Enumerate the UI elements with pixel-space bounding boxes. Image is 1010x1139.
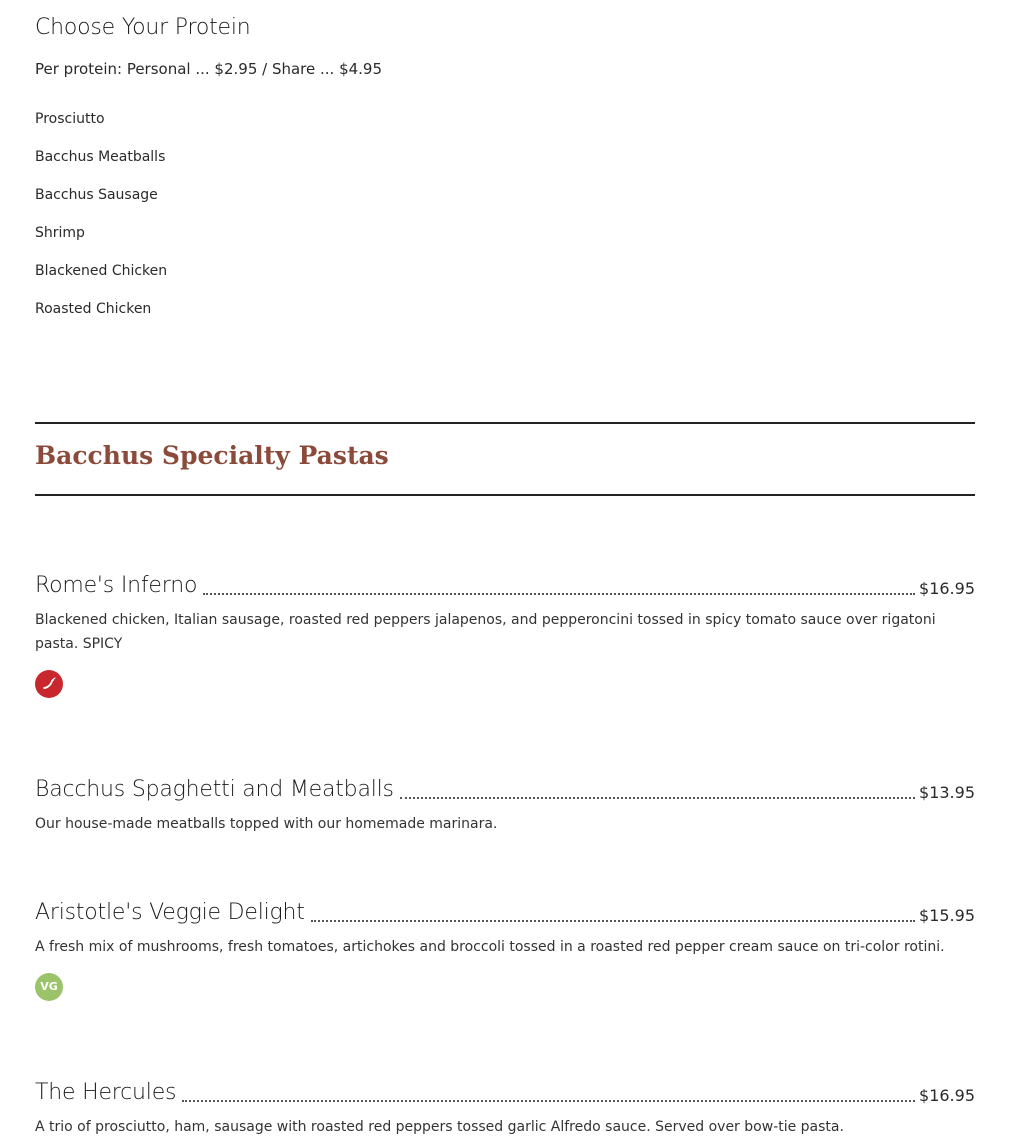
dish-description: Blackened chicken, Italian sausage, roasted red peppers jalapenos, and pepperoncini tossed in spicy tomato sauce over rigatoni pasta. SPICY: [35, 612, 936, 652]
protein-item: Shrimp: [35, 225, 85, 241]
protein-item: Bacchus Meatballs: [35, 149, 166, 165]
dish-price: $16.95: [919, 1086, 975, 1105]
dotted-leader: [400, 796, 915, 799]
dish-price: $13.95: [919, 783, 975, 802]
protein-item: Blackened Chicken: [35, 263, 168, 279]
protein-list: [35, 110, 167, 338]
protein-section-title: Choose Your Protein: [35, 15, 251, 40]
dish-name: Rome's Inferno: [35, 573, 198, 598]
dish-description: A trio of prosciutto, ham, sausage with roasted red peppers tossed garlic Alfredo sauce. Served over bow-tie pasta.: [35, 1119, 844, 1135]
protein-item: Prosciutto: [35, 111, 105, 127]
dish-title-row: [35, 772, 975, 804]
protein-pricing: Per protein: Personal ... $2.95 / Share ... $4.95: [35, 60, 383, 78]
dish-description: Our house-made meatballs topped with our homemade marinara.: [35, 816, 498, 832]
dish-name: Bacchus Spaghetti and Meatballs: [35, 777, 394, 802]
dish-name: The Hercules: [35, 1080, 177, 1105]
dish-name: Aristotle's Veggie Delight: [35, 900, 305, 925]
section-title: Bacchus Specialty Pastas: [35, 441, 389, 470]
dish-title-row: [35, 1075, 975, 1107]
dish-title-row: [35, 895, 975, 927]
dotted-leader: [182, 1099, 915, 1102]
vegetarian-badge-icon: VG: [35, 973, 63, 1001]
dish-item: [35, 568, 975, 702]
dish-price: $15.95: [919, 906, 975, 925]
section-header: [35, 422, 975, 496]
dotted-leader: [311, 919, 915, 922]
dish-title-row: [35, 568, 975, 600]
protein-item: Bacchus Sausage: [35, 187, 158, 203]
chili-pepper-icon: [35, 670, 63, 698]
dish-item: [35, 895, 975, 1001]
dish-price: $16.95: [919, 579, 975, 598]
protein-item: Roasted Chicken: [35, 301, 152, 317]
dotted-leader: [203, 592, 915, 595]
dish-item: [35, 1075, 975, 1139]
dish-description: A fresh mix of mushrooms, fresh tomatoes, artichokes and broccoli tossed in a roasted red pepper cream sauce on tri-color rotini.: [35, 939, 945, 955]
dish-item: [35, 772, 975, 836]
